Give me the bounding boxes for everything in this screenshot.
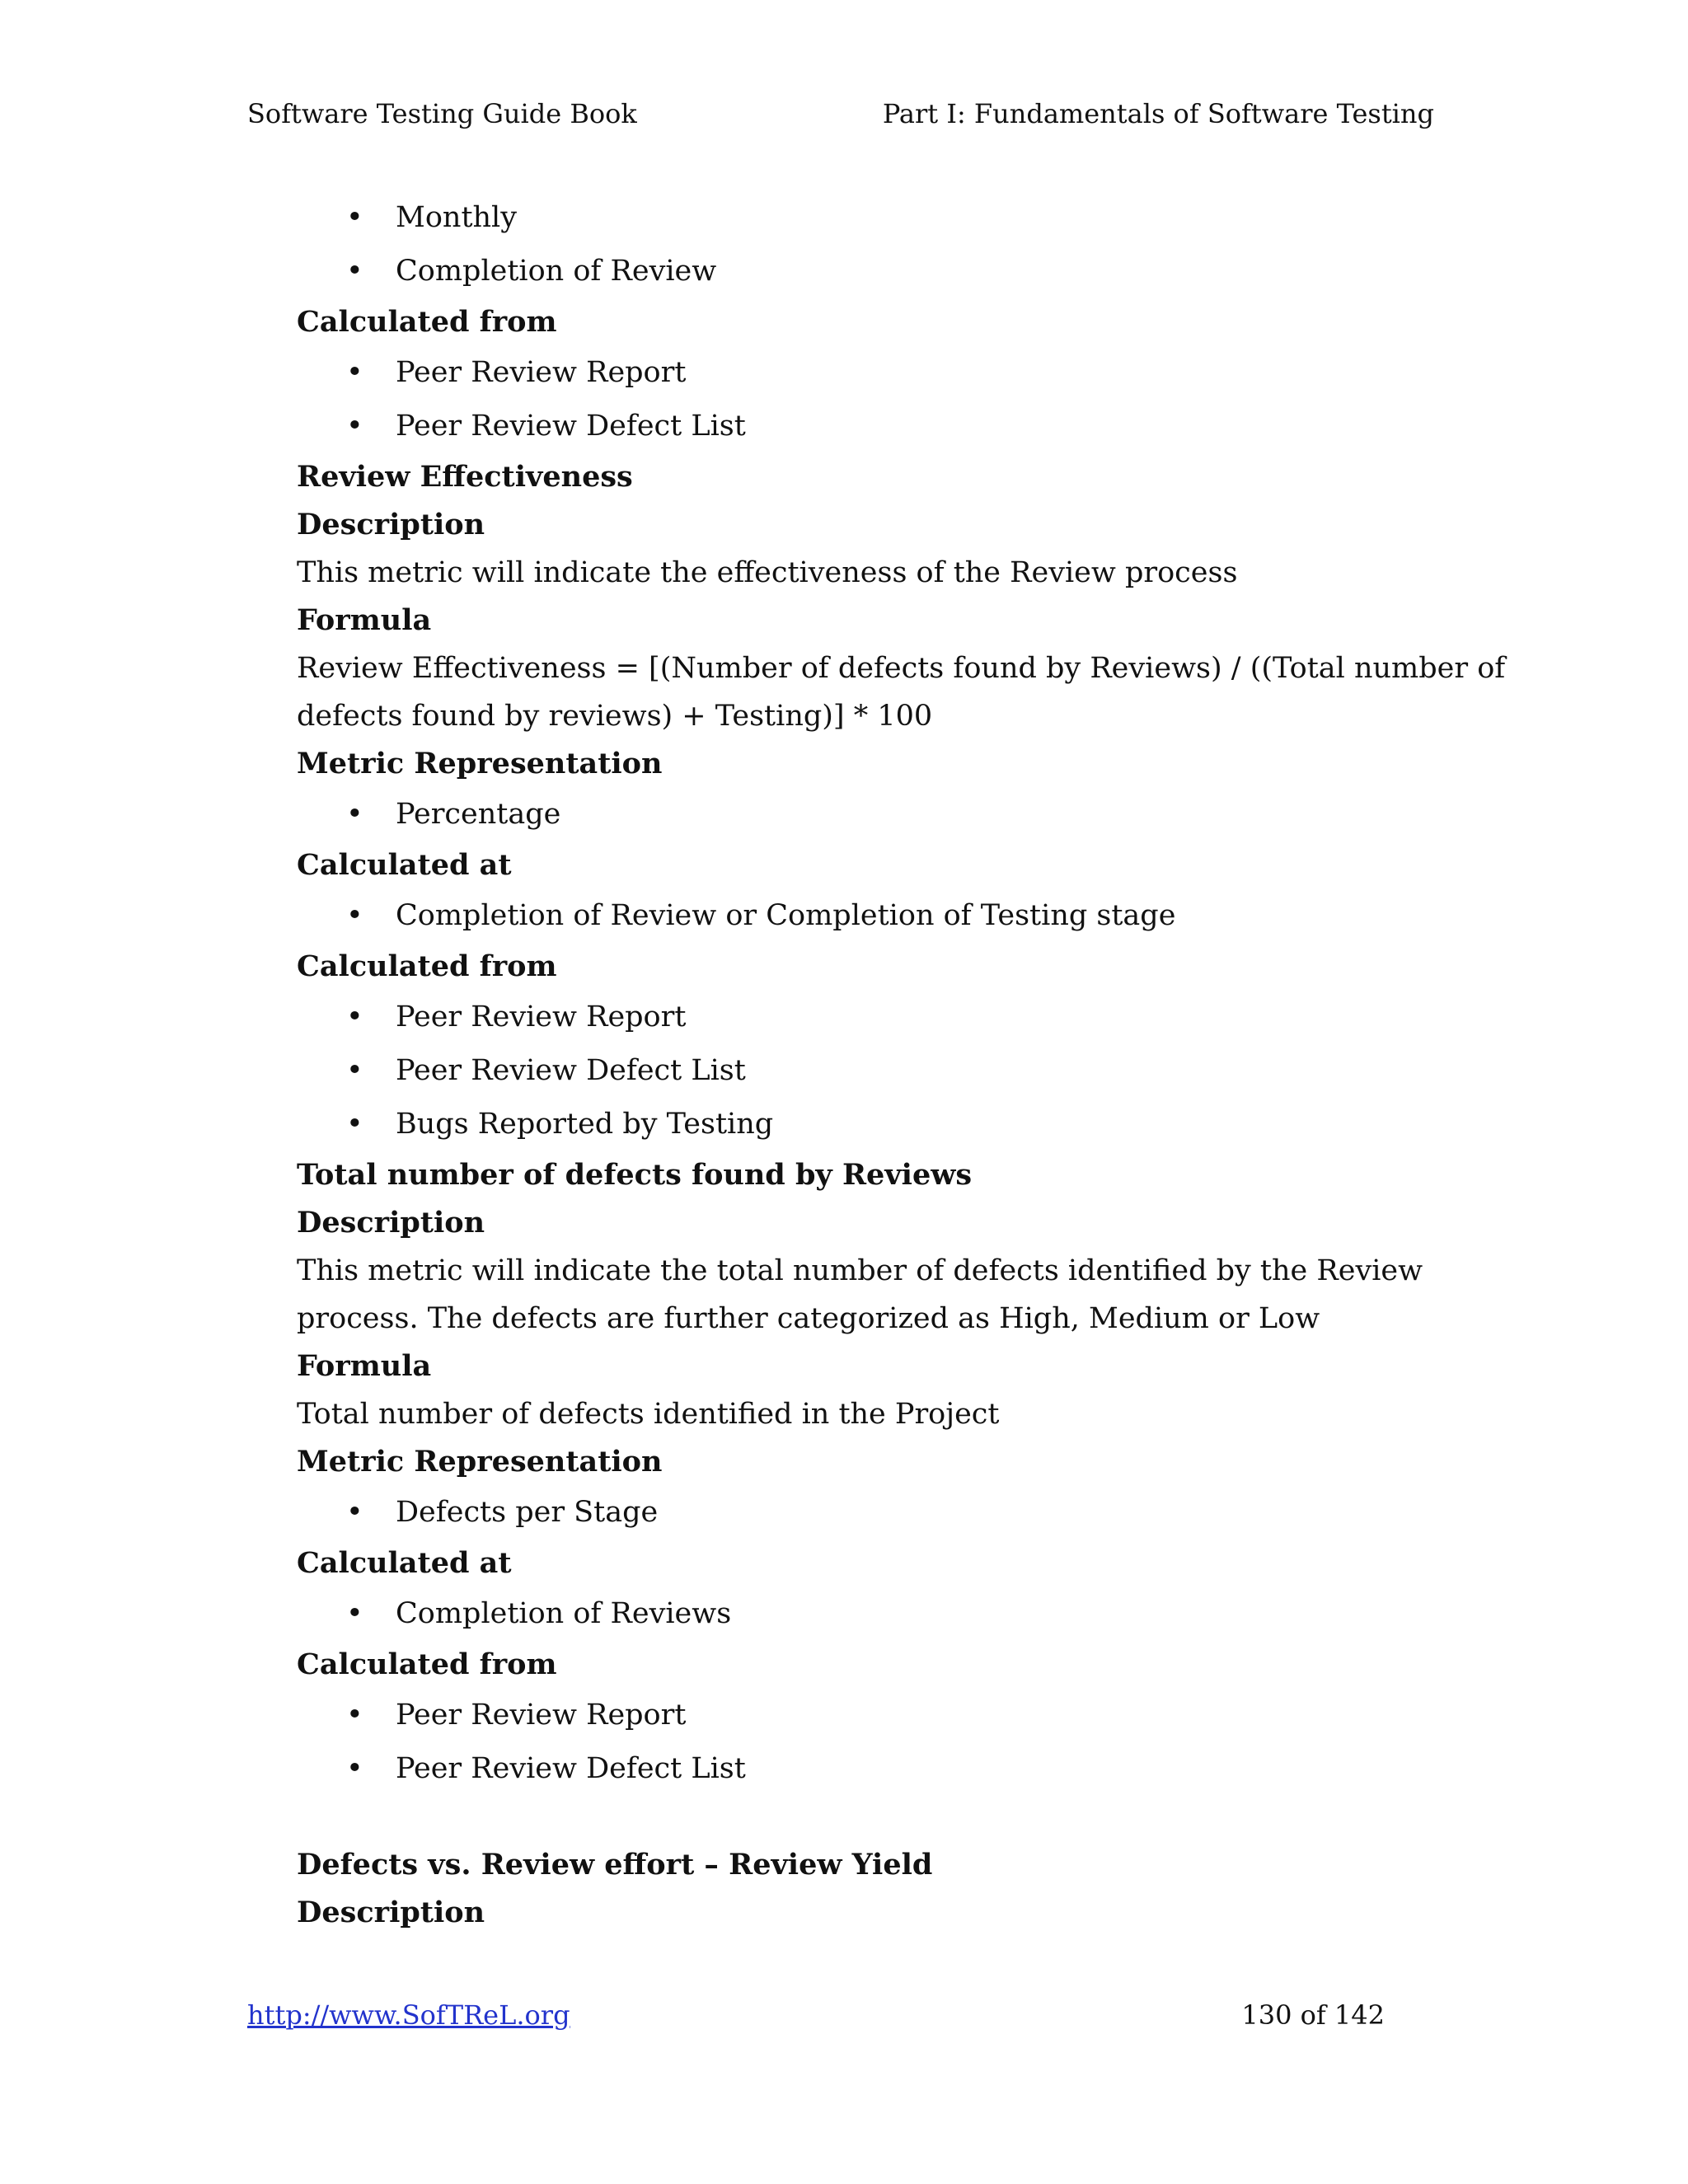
section-heading: Calculated at: [297, 1546, 512, 1580]
list-item: [297, 191, 1418, 245]
bullet-icon: •: [346, 1496, 363, 1529]
list-item-text: Peer Review Defect List: [396, 1752, 746, 1785]
list-item: [297, 1689, 1418, 1742]
bullet-icon: •: [346, 201, 363, 234]
bullet-icon: •: [346, 1752, 363, 1785]
list-item: [297, 1587, 1418, 1641]
paragraph-text: This metric will indicate the effectiveness of the Review process: [297, 556, 1238, 589]
list-item: [297, 400, 1418, 453]
bullet-icon: •: [346, 410, 363, 443]
list-item-text: Bugs Reported by Testing: [396, 1108, 774, 1141]
formula-text: Total number of defects identified in the Project: [297, 1398, 1000, 1431]
list-item-text: Completion of Reviews: [396, 1597, 732, 1630]
list-item-text: Peer Review Defect List: [396, 1054, 746, 1087]
paragraph-text: process. The defects are further categorized as High, Medium or Low: [297, 1302, 1320, 1335]
section-heading: Calculated from: [297, 305, 557, 339]
list-item-text: Completion of Review or Completion of Testing stage: [396, 899, 1176, 932]
list-item-text: Monthly: [396, 201, 518, 234]
page-footer: [247, 1999, 1385, 2032]
list-item: [297, 1044, 1418, 1098]
list-item: [297, 1742, 1418, 1796]
list-item-text: Completion of Review: [396, 255, 717, 288]
list-item-text: Peer Review Report: [396, 1001, 687, 1033]
formula-text: Review Effectiveness = [(Number of defects found by Reviews) / ((Total number of: [297, 652, 1506, 685]
formula-text: defects found by reviews) + Testing)] * 100: [297, 700, 933, 733]
list-item-text: Peer Review Defect List: [396, 410, 746, 443]
list-item-text: Peer Review Report: [396, 356, 687, 389]
section-heading: Calculated from: [297, 1647, 557, 1681]
page-number: 130 of 142: [1241, 1999, 1385, 2031]
list-item: [297, 788, 1418, 841]
bullet-icon: •: [346, 1108, 363, 1141]
list-item: [297, 991, 1418, 1044]
list-item: [297, 346, 1418, 400]
section-heading: Description: [297, 508, 485, 541]
section-heading: Formula: [297, 1349, 432, 1383]
bullet-icon: •: [346, 899, 363, 932]
list-item-text: Peer Review Report: [396, 1699, 687, 1732]
section-heading: Description: [297, 1206, 485, 1240]
bullet-icon: •: [346, 356, 363, 389]
metric-title: Total number of defects found by Reviews: [297, 1158, 973, 1192]
list-item: [297, 245, 1418, 298]
bullet-icon: •: [346, 1054, 363, 1087]
list-item: [297, 1486, 1418, 1540]
spacer: [297, 1796, 1418, 1841]
section-heading: Metric Representation: [297, 747, 663, 780]
page-content: [297, 191, 1506, 1937]
section-heading: Calculated at: [297, 848, 512, 882]
bullet-icon: •: [346, 255, 363, 288]
bullet-icon: •: [346, 798, 363, 831]
metric-title: Defects vs. Review effort – Review Yield: [297, 1848, 933, 1882]
section-heading: Calculated from: [297, 949, 557, 983]
list-item: [297, 889, 1418, 943]
metric-title: Review Effectiveness: [297, 460, 633, 494]
bullet-icon: •: [346, 1597, 363, 1630]
header-part-title: Part I: Fundamentals of Software Testing: [882, 98, 1434, 129]
list-item: [297, 1098, 1418, 1151]
paragraph-text: This metric will indicate the total number of defects identified by the Review: [297, 1254, 1423, 1287]
section-heading: Metric Representation: [297, 1445, 663, 1479]
header-book-title: Software Testing Guide Book: [247, 98, 637, 129]
bullet-icon: •: [346, 1001, 363, 1033]
website-link[interactable]: http://www.SofTReL.org: [247, 1999, 570, 2031]
list-item-text: Defects per Stage: [396, 1496, 659, 1529]
bullet-icon: •: [346, 1699, 363, 1732]
list-item-text: Percentage: [396, 798, 561, 831]
section-heading: Description: [297, 1896, 485, 1929]
page-header: [247, 97, 1434, 130]
section-heading: Formula: [297, 603, 432, 637]
